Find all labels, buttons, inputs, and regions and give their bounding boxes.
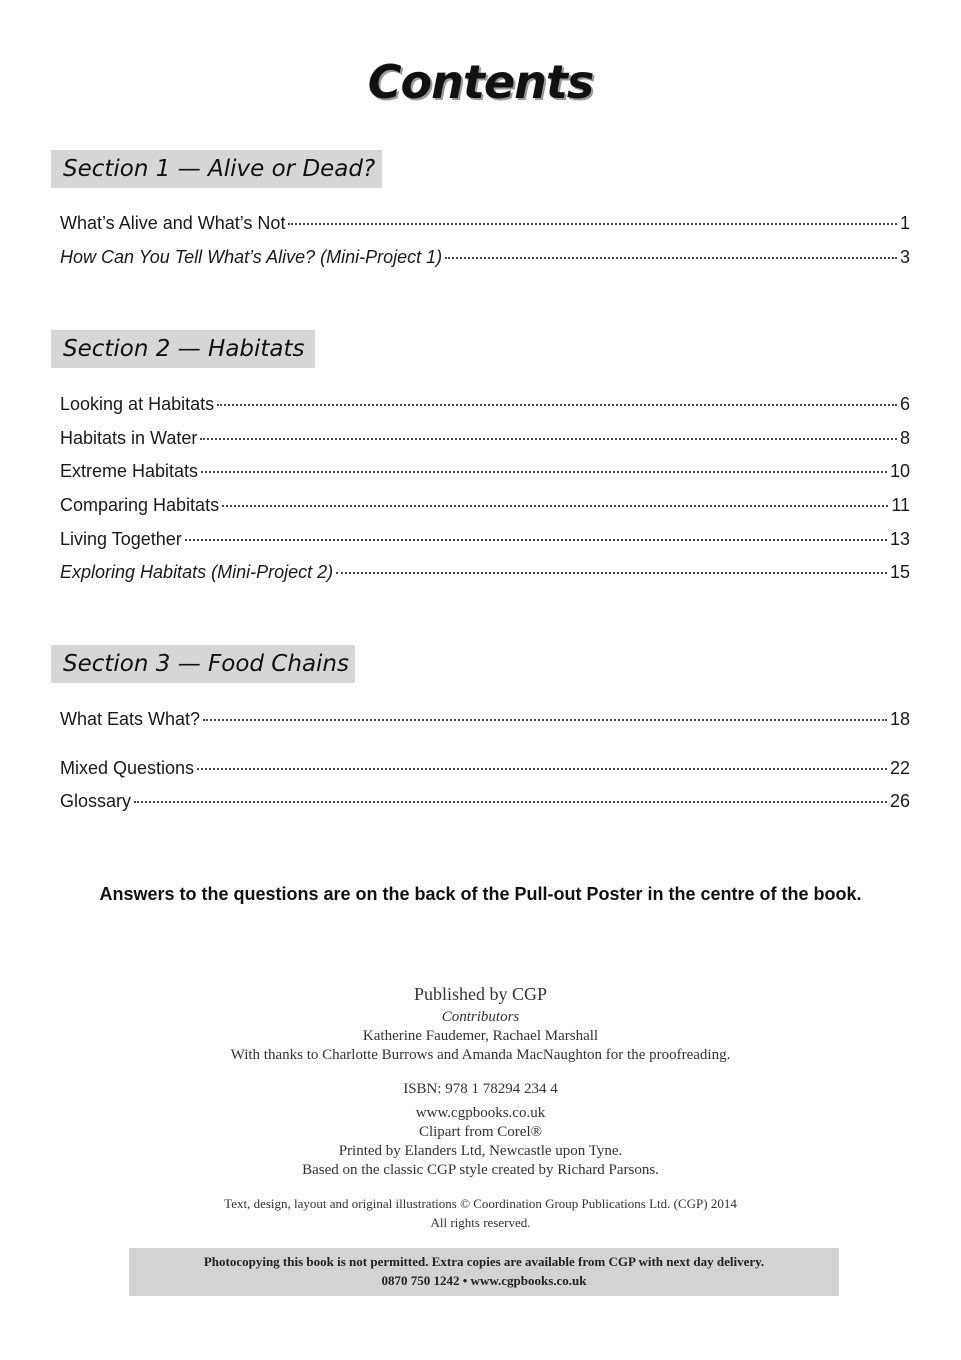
toc-entry[interactable]	[60, 528, 910, 550]
printer-credit: Printed by Elanders Ltd, Newcastle upon Tyne.	[338, 1143, 623, 1159]
dot-leader	[336, 572, 887, 574]
contributors-label: Contributors	[441, 1009, 520, 1025]
contributors: Katherine Faudemer, Rachael Marshall	[362, 1028, 599, 1044]
dot-leader	[288, 223, 897, 225]
toc-entry[interactable]	[60, 790, 910, 812]
toc-entry-page: 6	[899, 394, 910, 414]
footer-notice	[129, 1248, 839, 1296]
toc-entry-page: 15	[889, 562, 910, 582]
toc-entry[interactable]	[60, 393, 910, 415]
toc-entry-title: Glossary	[60, 791, 132, 811]
dot-leader	[200, 438, 897, 440]
dot-leader	[201, 471, 887, 473]
toc-entry[interactable]	[60, 460, 910, 482]
dot-leader	[185, 539, 887, 541]
toc-entry-title: Extreme Habitats	[60, 461, 199, 481]
rights: All rights reserved.	[430, 1215, 531, 1230]
dot-leader	[134, 801, 887, 803]
toc-entry-title: Mixed Questions	[60, 758, 195, 778]
toc-entry-page: 1	[899, 213, 910, 233]
toc-entry-page: 13	[889, 529, 910, 549]
answers-note: Answers to the questions are on the back of the Pull-out Poster in the centre of the book.	[99, 884, 862, 904]
dot-leader	[222, 505, 888, 507]
toc-entry-title: What Eats What?	[60, 709, 201, 729]
toc-entry[interactable]	[60, 427, 910, 449]
dot-leader	[203, 719, 887, 721]
clipart-credit: Clipart from Corel®	[418, 1124, 543, 1140]
website[interactable]: www.cgpbooks.co.uk	[415, 1105, 546, 1121]
toc-entry-title: Living Together	[60, 529, 182, 549]
toc-entry[interactable]	[60, 757, 910, 779]
toc-entry-page: 11	[891, 495, 910, 515]
toc-entry-title: Habitats in Water	[60, 428, 198, 448]
toc-entry-page: 10	[889, 461, 910, 481]
isbn: ISBN: 978 1 78294 234 4	[403, 1081, 558, 1097]
toc-entry-page: 3	[899, 247, 910, 267]
section-3-heading: Section 3 — Food Chains	[51, 645, 355, 683]
footer-line-1: Photocopying this book is not permitted. Extra copies are available from CGP with next day delivery.	[203, 1254, 765, 1269]
toc-entry-title: How Can You Tell What’s Alive? (Mini-Project 1)	[60, 247, 443, 267]
toc-entry-title: Exploring Habitats (Mini-Project 2)	[60, 562, 334, 582]
page-title: Contents	[367, 55, 594, 109]
toc-entry-title: What’s Alive and What’s Not	[60, 213, 286, 233]
toc-entry[interactable]	[60, 494, 910, 516]
toc-entry-page: 26	[889, 791, 910, 811]
style-credit: Based on the classic CGP style created by Richard Parsons.	[302, 1162, 659, 1178]
toc-entry[interactable]	[60, 561, 910, 583]
toc-entry[interactable]	[60, 212, 910, 234]
dot-leader	[217, 404, 897, 406]
toc-entry-title: Comparing Habitats	[60, 495, 220, 515]
toc-entry-page: 8	[899, 428, 910, 448]
section-1-heading: Section 1 — Alive or Dead?	[51, 150, 382, 188]
published-by: Published by CGP	[413, 984, 548, 1004]
dot-leader	[197, 768, 887, 770]
section-2-heading: Section 2 — Habitats	[51, 330, 315, 368]
toc-entry-page: 22	[889, 758, 910, 778]
thanks-line: With thanks to Charlotte Burrows and Amanda MacNaughton for the proofreading.	[230, 1047, 731, 1063]
copyright: Text, design, layout and original illustrations © Coordination Group Publications Ltd. (CGP) 2014	[224, 1196, 737, 1211]
toc-entry-page: 18	[889, 709, 910, 729]
toc-entry[interactable]	[60, 246, 910, 268]
toc-entry-title: Looking at Habitats	[60, 394, 215, 414]
dot-leader	[445, 257, 897, 259]
footer-line-2: 0870 750 1242 • www.cgpbooks.co.uk	[381, 1273, 587, 1288]
toc-entry[interactable]	[60, 708, 910, 730]
